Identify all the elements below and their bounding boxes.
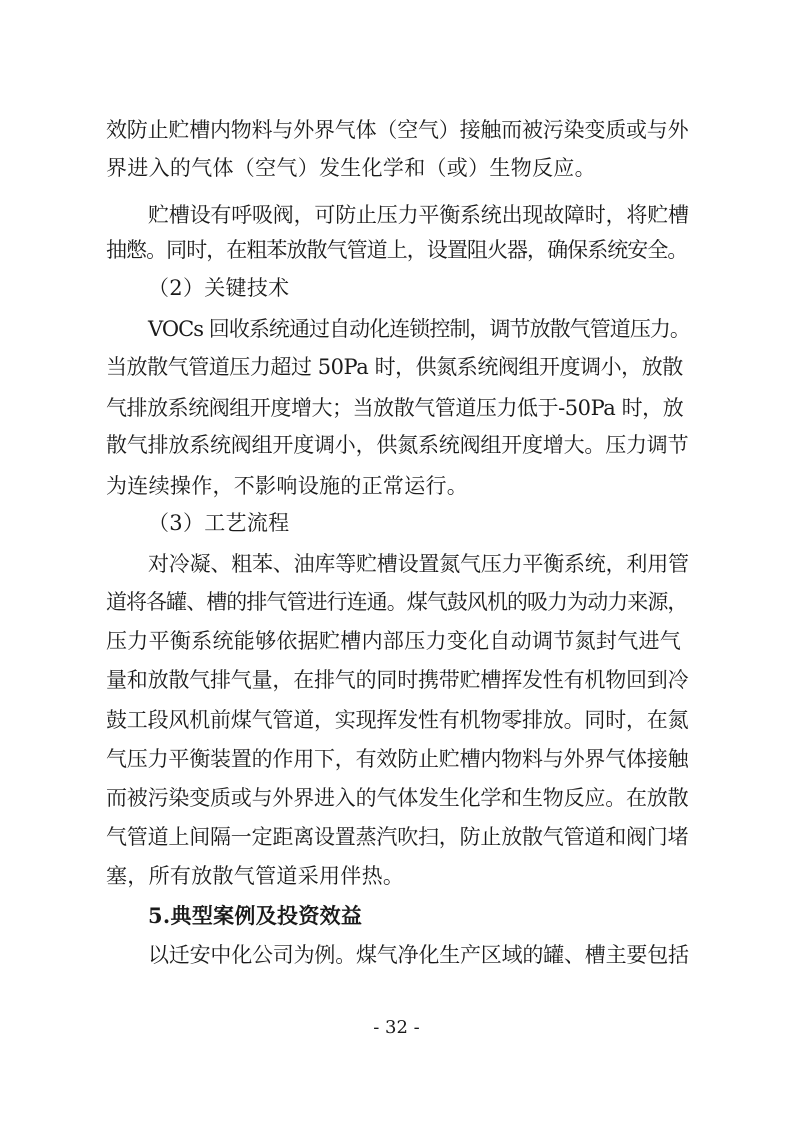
section-heading: （3）工艺流程 [148,511,290,535]
text-line: 对冷凝、粗苯、油库等贮槽设置氮气压力平衡系统，利用管 [148,552,689,576]
text-line: 压力平衡系统能够依据贮槽内部压力变化自动调节氮封气进气 [106,629,682,653]
text-line: 以迁安中化公司为例。煤气净化生产区域的罐、槽主要包括 [148,943,689,967]
text-line: 抽憋。同时，在粗苯放散气管道上，设置阻火器，确保系统安全。 [106,238,688,262]
section-heading: 5.典型案例及投资效益 [148,903,363,928]
text-line: VOCs 回收系统通过自动化连锁控制，调节放散气管道压力。 [148,317,690,341]
text-line: 界进入的气体（空气）发生化学和（或）生物反应。 [106,156,596,180]
text-line: 塞，所有放散气管道采用伴热。 [106,864,405,888]
text-line: 气排放系统阀组开度增大；当放散气管道压力低于-50Pa 时，放 [106,396,684,420]
text-line: 气压力平衡装置的作用下，有效防止贮槽内物料与外界气体接触 [106,747,689,771]
text-line: 气管道上间隔一定距离设置蒸汽吹扫，防止放散气管道和阀门堵 [106,825,689,849]
text-line: 效防止贮槽内物料与外界气体（空气）接触而被污染变质或与外 [106,118,689,142]
text-line: 而被污染变质或与外界进入的气体发生化学和生物反应。在放散 [106,786,689,810]
text-line: 量和放散气排气量，在排气的同时携带贮槽挥发性有机物回到冷 [106,668,689,692]
page-number: - 32 - [373,1017,420,1038]
text-line: 散气排放系统阀组开度调小，供氮系统阀组开度增大。压力调节 [106,433,689,457]
text-line: 道将各罐、槽的排气管进行连通。煤气鼓风机的吸力为动力来源， [106,590,688,614]
text-line: 贮槽设有呼吸阀，可防止压力平衡系统出现故障时，将贮槽 [148,203,689,227]
text-line: 为连续操作，不影响设施的正常运行。 [106,474,469,498]
section-heading: （2）关键技术 [148,276,290,300]
text-line: 鼓工段风机前煤气管道，实现挥发性有机物零排放。同时，在氮 [106,708,689,732]
text-line: 当放散气管道压力超过 50Pa 时，供氮系统阀组开度调小，放散 [106,355,683,379]
